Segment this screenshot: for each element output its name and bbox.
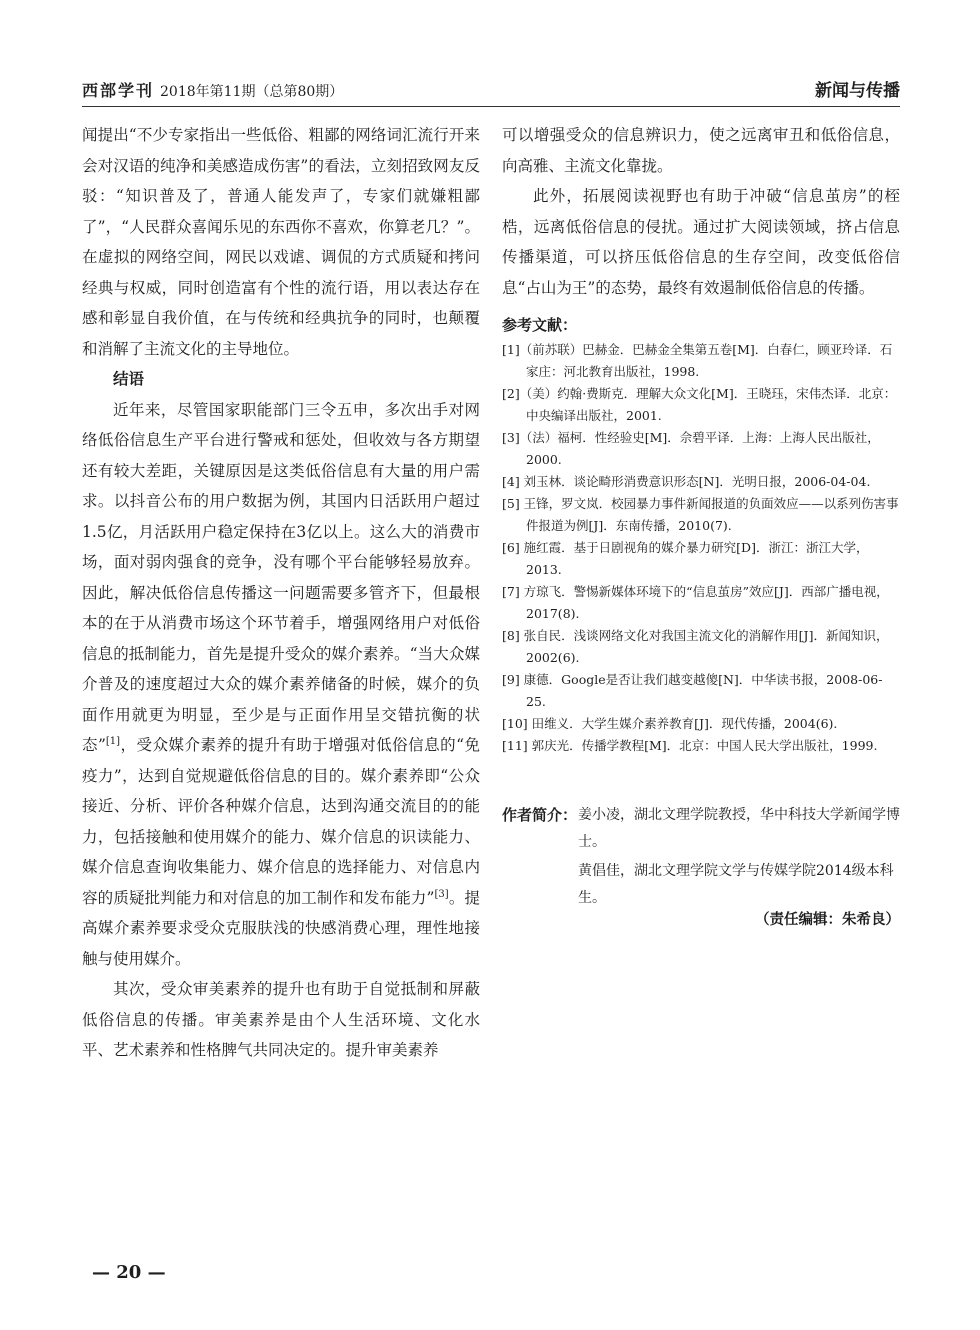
body-text: 近年来，尽管国家职能部门三令五申，多次出手对网络低俗信息生产平台进行警戒和惩处，但收效与各方期望还有较大差距，关键原因是这类低俗信息有大量的用户需求。以抖音公布的用户数据为例，其国内日活跃用户超过1.5亿，月活跃用户稳定保持在3亿以上。这么大的消费市场，面对弱肉强食的竞争，没有哪个平台能够轻易放弃。因此，解决低俗信息传播这一问题需要多管齐下，但最根本的在于从消费市场这个环节着手，增强网络用户对低俗信息的抵制能力，首先是提升受众的媒介素养。“当大众媒介普及的速度超过大众的媒介素养储备的时候，媒介的负面作用就更为明显，至少是与正面作用呈交错抗衡的状态” [82,400,480,754]
body-paragraph: 闻提出“不少专家指出一些低俗、粗鄙的网络词汇流行开来会对汉语的纯净和美感造成伤害”的看法，立刻招致网友反驳：“知识普及了，普通人能发声了，专家们就嫌粗鄙了”，“人民群众喜闻乐见的东西你不喜欢，你算老几？”。在虚拟的网络空间，网民以戏谑、调侃的方式质疑和拷问经典与权威，同时创造富有个性的流行语，用以表达存在感和彰显自我价值，在与传统和经典抗争的同时，也颠覆和消解了主流文化的主导地位。 [82,126,480,358]
page-number: — 20 — [92,1262,166,1283]
references [502,314,900,757]
body-paragraph: 可以增强受众的信息辨识力，使之远离审丑和低俗信息，向高雅、主流文化靠拢。 [502,126,900,175]
author-entry: 姜小凌，湖北文理学院教授，华中科技大学新闻学博士。 [578,807,900,850]
reference-item: [11] 郭庆光．传播学教程[M]．北京：中国人民大学出版社，1999. [502,738,878,753]
reference-item: [5] 王锋，罗文岚．校园暴力事件新闻报道的负面效应——以系列伤害事件报道为例[J]．东南传播，2010(7). [502,496,899,533]
references-title: 参考文献： [502,316,578,334]
reference-item: [3]（法）福柯．性经验史[M]．佘碧平译．上海：上海人民出版社，2000. [502,430,880,467]
reference-item: [6] 施红霞．基于日剧视角的媒介暴力研究[D]．浙江：浙江大学，2013. [502,540,869,577]
body-text: ，受众媒介素养的提升有助于增强对低俗信息的“免疫力”，达到自觉规避低俗信息的目的。媒介素养即“公众接近、分析、评价各种媒介信息，达到沟通交流目的的能力，包括接触和使用媒介的能力、媒介信息的识读能力、媒介信息查询收集能力、媒介信息的选择能力、对信息内容的质疑批判能力和对信息的加工制作和发布能力” [82,736,480,907]
reference-item: [2]（美）约翰·费斯克．理解大众文化[M]．王晓珏，宋伟杰译．北京：中央编译出版社，2001. [502,386,897,423]
header-rule [82,106,900,107]
citation: [1] [105,735,121,747]
reference-item: [4] 刘玉林．谈论畸形消费意识形态[N]．光明日报，2006-04-04. [502,474,871,489]
right-column [502,120,900,303]
reference-item: [10] 田维义．大学生媒介素养教育[J]．现代传播，2004(6). [502,716,838,731]
body-paragraph: 此外，拓展阅读视野也有助于冲破“信息茧房”的桎梏，远离低俗信息的侵扰。通过扩大阅读领域，挤占信息传播渠道，可以挤压低俗信息的生存空间，改变低俗信息“占山为王”的态势，最终有效遏制低俗信息的传播。 [502,187,900,297]
page-header [82,74,900,102]
reference-item: [8] 张自民．浅谈网络文化对我国主流文化的消解作用[J]．新闻知识，2002(6). [502,628,889,665]
left-column [82,120,480,1066]
responsible-editor: （责任编辑：朱希良） [755,912,900,928]
reference-list [502,339,900,757]
section-heading: 结语 [113,370,145,388]
citation: [3] [434,888,449,900]
journal-issue: 2018年第11期（总第80期） [160,84,344,100]
section-title: 新闻与传播 [815,81,900,101]
author-info [502,802,900,912]
body-paragraph: 其次，受众审美素养的提升也有助于自觉抵制和屏蔽低俗信息的传播。审美素养是由个人生活环境、文化水平、艺术素养和性格脾气共同决定的。提升审美素养 [82,980,480,1059]
journal-name: 西部学刊 [82,81,155,100]
body-paragraph [82,395,480,975]
reference-item: [1]（前苏联）巴赫金．巴赫金全集第五卷[M]．白春仁，顾亚玲译．石家庄：河北教育出版社，1998. [502,342,893,379]
author-label: 作者简介： [502,806,578,824]
reference-item: [7] 方琼飞．警惕新媒体环境下的“信息茧房”效应[J]．西部广播电视，2017(8). [502,584,889,621]
journal-info [82,78,343,101]
body-text: 。提高媒介素养要求受众克服肤浅的快感消费心理，理性地接触与使用媒介。 [82,888,480,968]
reference-item: [9] 康德．Google是否让我们越变越傻[N]．中华读书报，2008-06-25. [502,672,883,709]
author-entry: 黄倡佳，湖北文理学院文学与传媒学院2014级本科生。 [578,863,894,906]
